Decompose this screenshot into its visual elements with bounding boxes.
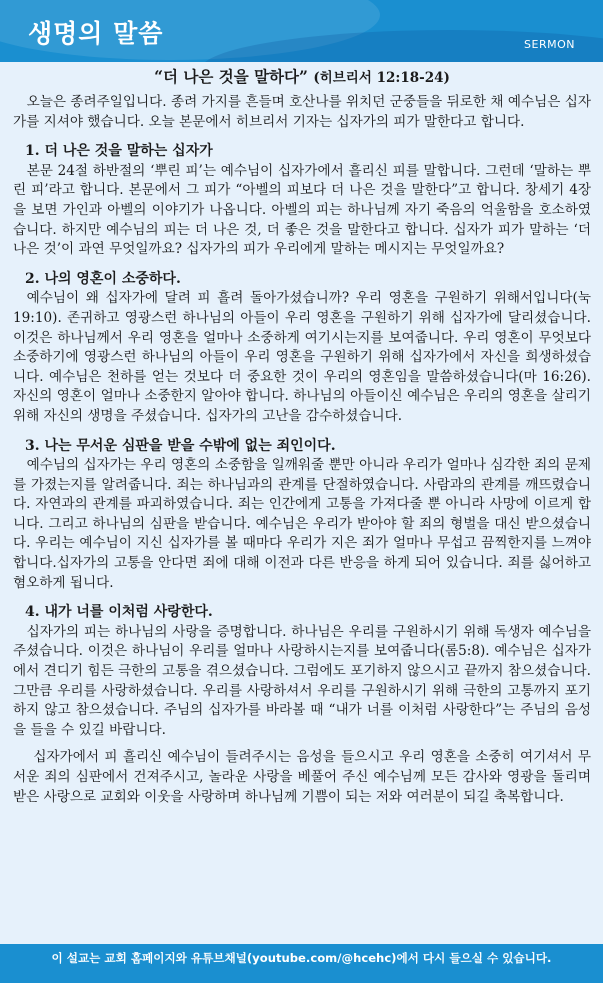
section-1-text: 본문 24절 하반절의 ‘뿌린 피’는 예수님이 십자가에서 흘리신 피를 말합니다. 그런데 ‘말하는 뿌린 피’라고 합니다. 본문에서 그 피가 “아벨의 피보다 더 나은 것을 말한다”고 합니다. 창세기 4장을 보면 가인과 아벨의 이야기가 나옵니다. 아벨의 피는 하나님께 자기 죽음의 억울함을 호소하였습니다. 하지만 예수님의 피는 더 나은 것, 더 좋은 것을 말한다고 합니다. 십자가 피가 말하는 ‘더 나은 것’이 과연 무엇일까요? 십자가의 피가 우리에게 말하는 메시지는 무엇일까요? (13, 162, 591, 258)
sermon-title (13, 66, 591, 89)
section-1-heading: 1. 더 나은 것을 말하는 십자가 (25, 143, 213, 160)
sermon-title-text: “더 나은 것을 말하다” (154, 67, 308, 86)
header-banner (0, 0, 603, 62)
section-2-heading: 2. 나의 영혼이 소중하다. (25, 270, 181, 287)
section-4-text: 십자가의 피는 하나님의 사랑을 증명합니다. 하나님은 우리를 구원하시기 위해 독생자 예수님을 주셨습니다. 이것은 하나님이 우리를 얼마나 사랑하시는지를 보여줍니다(롬5:8). 예수님은 십자가에서 견디기 힘든 극한의 고통을 겪으셨습니다. 그럼에도 포기하지 않으시고 끝까지 참으셨습니다. 그만큼 우리를 사랑하셨습니다. 우리를 사랑하셔서 우리를 구원하시기 위해 극한의 고통까지 포기하지 않고 참으셨습니다. 주님의 십자가를 바라볼 때 “내가 너를 이처럼 사랑한다”는 주님의 음성을 들을 수 있길 바랍니다. (13, 623, 591, 738)
header-title: 생명의 말씀 (28, 19, 164, 48)
footer-banner (0, 944, 603, 983)
section-4-heading: 4. 내가 너를 이처럼 사랑한다. (25, 604, 213, 621)
closing-paragraph: 십자가에서 피 흘리신 예수님이 들려주시는 음성을 들으시고 우리 영혼을 소중히 여기셔서 무서운 죄의 심판에서 건져주시고, 놀라운 사랑을 베풀어 주신 예수님께 모든 감사와 영광을 돌리며 받은 사랑으로 교회와 이웃을 사랑하며 하나님께 기쁨이 되는 저와 여러분이 되길 축복합니다. (13, 749, 591, 805)
header-sermon-label: SERMON (524, 38, 575, 51)
section-3-heading: 3. 나는 무서운 심판을 받을 수밖에 없는 죄인이다. (25, 437, 336, 454)
section-3-text: 예수님의 십자가는 우리 영혼의 소중함을 일깨워줄 뿐만 아니라 우리가 얼마나 심각한 죄의 문제를 가졌는지를 알려줍니다. 죄는 하나님과의 관계를 단절하였습니다. 사람과의 관계를 깨뜨렸습니다. 자연과의 관계를 파괴하였습니다. 죄는 인간에게 고통을 가져다줄 뿐 아니라 사망에 이르게 합니다. 그리고 하나님의 심판을 받습니다. 예수님은 우리가 받아야 할 죄의 형벌을 대신 받으셨습니다. 우리는 예수님이 지신 십자가를 볼 때마다 우리가 지은 죄가 얼마나 무섭고 끔찍한지를 느껴야 합니다.십자가의 고통을 안다면 죄에 대해 이전과 다른 반응을 하게 되어 있습니다. 죄를 싫어하고 혐오하게 됩니다. (13, 457, 591, 591)
sermon-scripture-reference: (히브리서 12:18-24) (313, 70, 450, 86)
footer-notice: 이 설교는 교회 홈페이지와 유튜브채널(youtube.com/@hcehc)에서 다시 들으실 수 있습니다. (51, 951, 552, 965)
sermon-content (13, 66, 591, 807)
intro-paragraph: 오늘은 종려주일입니다. 종려 가지를 흔들며 호산나를 위치던 군중들을 뒤로한 채 예수님은 십자가를 지셔야 했습니다. 오늘 본문에서 히브리서 기자는 십자가의 피가 말한다고 합니다. (13, 94, 591, 130)
section-2-text: 예수님이 왜 십자가에 달려 피 흘려 돌아가셨습니까? 우리 영혼을 구원하기 위해서입니다(눅 19:10). 존귀하고 영광스런 하나님의 아들이 우리 영혼을 구원하기 위해 십자가에 달리셨습니다. 이것은 하나님께서 우리 영혼을 얼마나 소중하게 여기시는지를 보여줍니다. 우리 영혼이 무엇보다 소중하기에 영광스런 하나님의 아들이 우리 영혼을 구원하기 위해 십자가에서 자신을 희생하셨습니다. 예수님은 천하를 얻는 것보다 더 중요한 것이 우리의 영혼임을 말씀하셨습니다(마 16:26). 자신의 영혼이 얼마나 소중한지 알아야 합니다. 하나님의 아들이신 예수님은 우리의 영혼을 살리기 위해 자신의 생명을 주셨습니다. 십자가의 고난을 감수하셨습니다. (13, 290, 591, 424)
